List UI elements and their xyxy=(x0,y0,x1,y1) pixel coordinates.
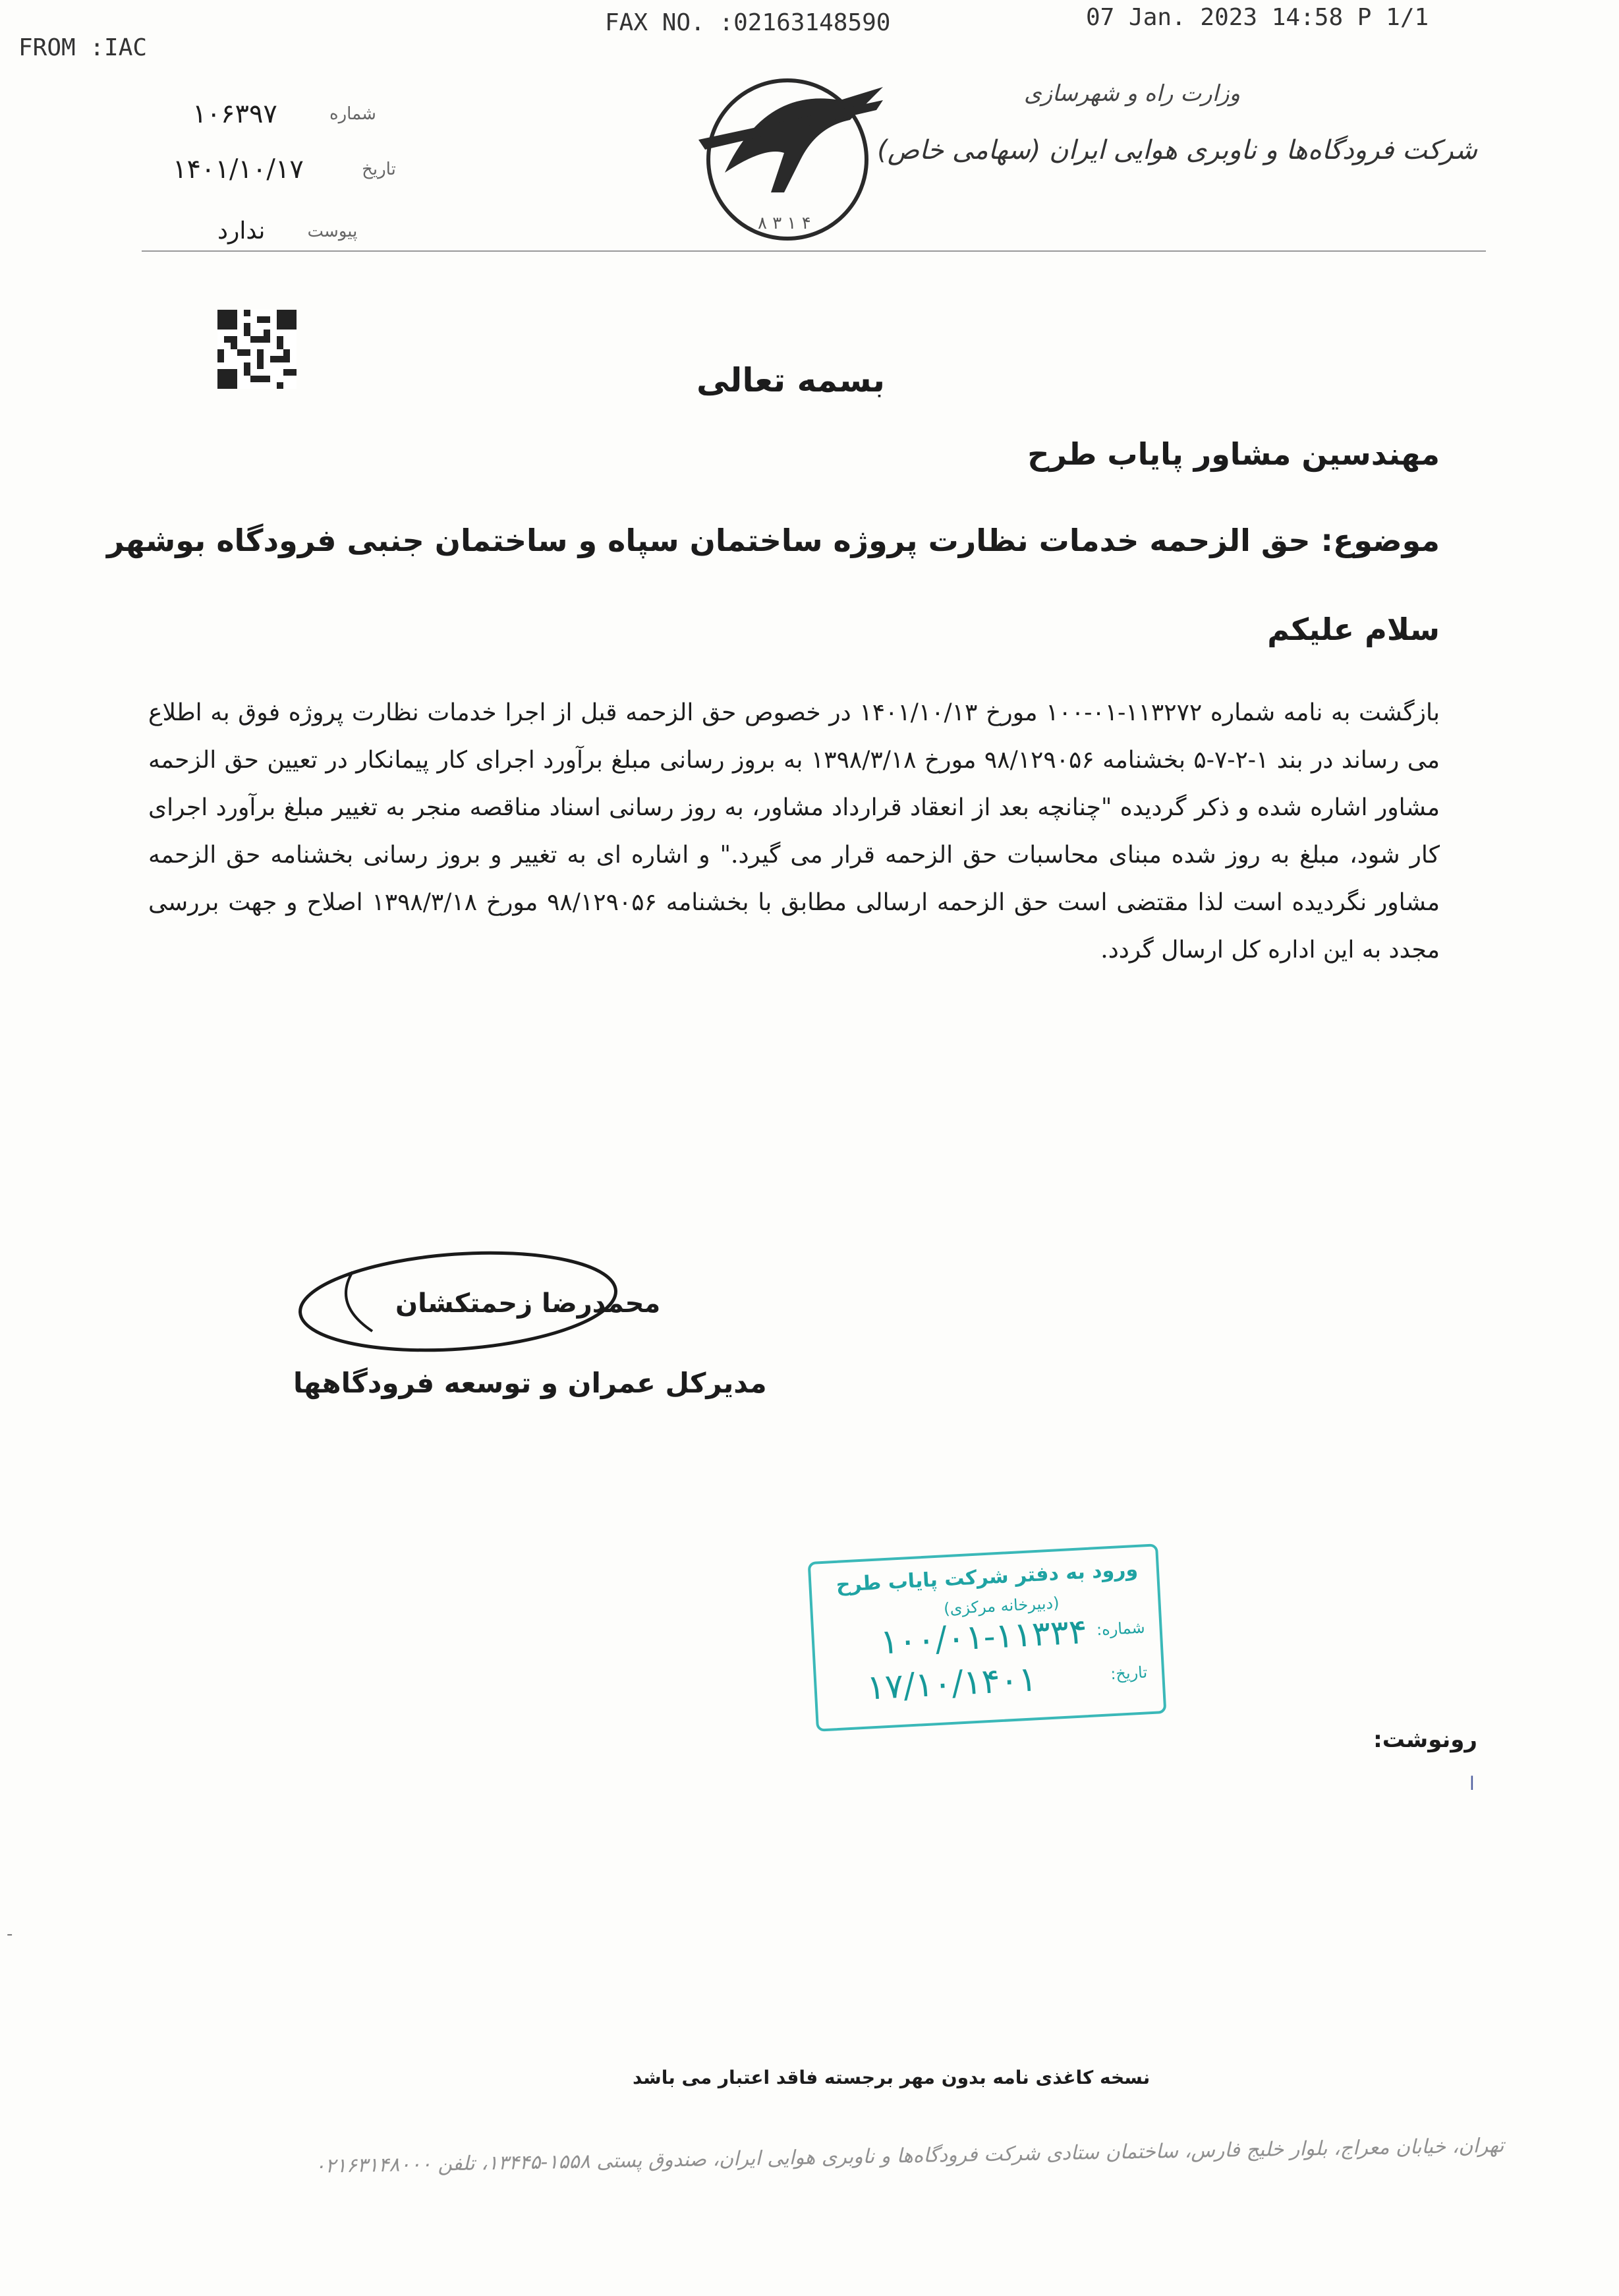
receipt-stamp xyxy=(808,1543,1167,1731)
reference-date-label: تاریخ xyxy=(362,159,396,179)
margin-mark: - xyxy=(7,1924,13,1944)
footer-address: تهران، خیابان معراج، بلوار خلیج فارس، ساختمان ستادی شرکت فرودگاه‌ها و ناوبری هوایی ایران، صندوق پستی ۱۵۵۸-۱۳۴۴۵، تلفن ۰۲۱۶۳۱۴۸۰۰۰ xyxy=(314,2134,1504,2178)
bismillah-heading: بسمه تعالی xyxy=(696,361,886,399)
subject-line: موضوع: حق الزحمه خدمات نظارت پروژه ساختمان سپاه و ساختمان جنبی فرودگاه بوشهر xyxy=(107,523,1440,558)
signatory-name: محمدرضا زحمتکشان xyxy=(395,1288,661,1319)
stamp-number: ۱۰۰/۰۱-۱۱۳۳۴ xyxy=(879,1612,1089,1663)
stamp-title: ورود به دفتر شرکت پایاب طرح xyxy=(835,1557,1139,1597)
stamp-date: ۱۷/۱۰/۱۴۰۱ xyxy=(865,1659,1038,1708)
footer-validity-note: نسخه کاغذی نامه بدون مهر برجسته فاقد اعتبار می باشد xyxy=(633,2067,1150,2088)
cc-label: رونوشت: xyxy=(1373,1727,1477,1753)
reference-number: ۱۰۶۳۹۷ xyxy=(192,99,277,129)
letter-body-paragraph: بازگشت به نامه شماره ۱۱۳۲۷۲-۰۱-۱۰۰ مورخ ۱۴۰۱/۱۰/۱۳ در خصوص حق الزحمه قبل از اجرا خدمات نظارت پروژه فوق به اطلاع می رساند در بند ۱-۲-۷-۵ بخشنامه ۹۸/۱۲۹۰۵۶ مورخ ۱۳۹۸/۳/۱۸ به بروز رسانی مبلغ برآورد اجرای کار پیمانکار در تعیین حق الزحمه مشاور اشاره شده و ذکر گردیده "چنانچه بعد از انعقاد قرارداد مشاور، به روز رسانی اسناد مناقصه منجر به تغییر مبلغ برآورد اجرای کار شود، مبلغ به روز شده مبنای محاسبات حق الزحمه قرار می گیرد." و اشاره ای به تغییر و بروز رسانی بخشنامه حق الزحمه مشاور نگردیده است لذا مقتضی است حق الزحمه ارسالی مطابق با بخشنامه ۹۸/۱۲۹۰۵۶ مورخ ۱۳۹۸/۳/۱۸ اصلاح و جهت بررسی مجدد به این اداره کل ارسال گردد. xyxy=(148,699,1440,963)
recipient: مهندسین مشاور پایاب طرح xyxy=(1027,436,1440,472)
signatory-title: مدیرکل عمران و توسعه فرودگاهها xyxy=(293,1367,767,1399)
reference-number-label: شماره xyxy=(329,104,376,124)
stamp-number-label: شماره: xyxy=(1096,1618,1146,1640)
header-divider xyxy=(142,250,1486,252)
qr-code xyxy=(217,310,297,389)
reference-attachment-label: پیوست xyxy=(307,221,358,241)
ministry-name: وزارت راه و شهرسازی xyxy=(1023,80,1240,107)
reference-attachment: ندارد xyxy=(217,217,266,244)
cc-mark: ا xyxy=(1469,1773,1475,1794)
letter-body xyxy=(148,689,1440,974)
reference-number-row xyxy=(192,99,376,129)
salutation: سلام علیکم xyxy=(1267,612,1440,647)
airport-company-logo xyxy=(685,61,890,252)
fax-number: FAX NO. :02163148590 xyxy=(605,9,891,36)
company-name: شرکت فرودگاه‌ها و ناوبری هوایی ایران (سهامی خاص) xyxy=(877,135,1477,165)
fax-from: FROM :IAC xyxy=(18,34,148,61)
svg-text:١ ٣ ٨ ۴: ١ ٣ ٨ ۴ xyxy=(758,214,811,233)
stamp-date-label: تاریخ: xyxy=(1110,1663,1148,1684)
reference-attachment-row xyxy=(217,217,357,244)
fax-datetime: 07 Jan. 2023 14:58 P 1/1 xyxy=(1086,4,1429,31)
reference-date-row xyxy=(173,154,396,185)
stamp-subtitle: (دبیرخانه مرکزی) xyxy=(943,1593,1060,1619)
reference-date: ۱۴۰۱/۱۰/۱۷ xyxy=(173,154,304,185)
